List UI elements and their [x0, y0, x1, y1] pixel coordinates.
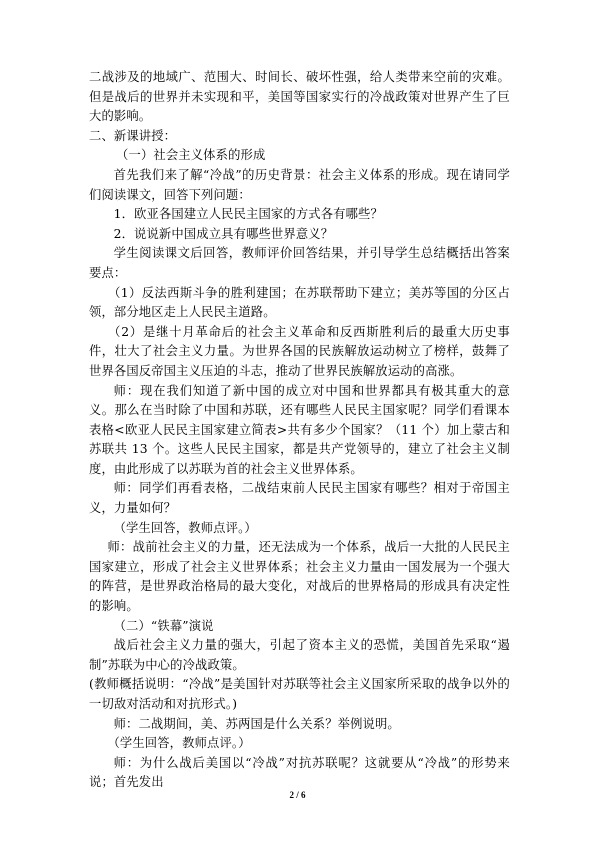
paragraph-teacher-summary: (教师概括说明：“冷战”是美国针对苏联等社会主义国家所采取的战争以外的一切敌对活动和对抗形式。): [89, 677, 510, 711]
body-text: [89, 68, 510, 793]
paragraph-cold-war-policy: 战后社会主义力量的强大，引起了资本主义的恐慌，美国首先采取“遏制”苏联为中心的冷战政策。: [89, 638, 510, 672]
question-2: 2．说说新中国成立具有哪些世界意义？: [113, 226, 334, 241]
paragraph-instructions: 学生阅读课文后回答，教师评价回答结果，并引导学生总结概括出答案要点：: [89, 246, 510, 280]
paragraph-intro: 二战涉及的地域广、范围大、时间长、破坏性强，给人类带来空前的灾难。但是战后的世界并未实现和平，美国等国家实行的冷战政策对世界产生了巨大的影响。: [89, 70, 510, 124]
paragraph-background: 首先我们来了解“冷战”的历史背景：社会主义体系的形成。现在请同学们阅读课文，回答下列问题：: [89, 167, 510, 202]
paragraph-student-answer-2: （学生回答，教师点评。）: [107, 736, 251, 751]
paragraph-teacher-3: 师：战前社会主义的力量，还无法成为一个体系，战后一大批的人民民主国家建立，形成了社会主义世界体系；社会主义力量由一国发展为一个强大的阵营，是世界政治格局的最大变化，对战后的世界格局的形成具有决定性的影响。: [89, 540, 510, 614]
subsection-heading-1: （一）社会主义体系的形成: [116, 148, 266, 163]
paragraph-student-answer-1: （学生回答，教师点评。）: [113, 520, 257, 535]
paragraph-teacher-4: 师：二战期间，美、苏两国是什么关系？举例说明。: [113, 716, 400, 731]
paragraph-teacher-5: 师：为什么战后美国以“冷战”对抗苏联呢？这就要从“冷战”的形势来说；首先发出: [89, 755, 510, 790]
subsection-heading-2: （二）“铁幕”演说: [113, 618, 214, 633]
paragraph-teacher-2: 师：同学们再看表格，二战结束前人民民主国家有哪些？相对于帝国主义，力量如何？: [89, 481, 510, 516]
answer-2: （2）是继十月革命后的社会主义革命和反西斯胜利后的最重大历史事件，壮大了社会主义力量。为世界各国的民族解放运动树立了榜样，鼓舞了世界各国反帝国主义压迫的斗志，推动了世界民族解放运动的高涨。: [89, 324, 510, 378]
section-heading-new-lesson: 二、新课讲授：: [89, 128, 177, 143]
question-1: 1．欧亚各国建立人民民主国家的方式各有哪些？: [113, 207, 383, 222]
answer-1: （1）反法西斯斗争的胜利建国；在苏联帮助下建立；美苏等国的分区占领，部分地区走上人民民主道路。: [89, 285, 510, 320]
paragraph-teacher-1: 师：现在我们知道了新中国的成立对中国和世界都具有极其重大的意义。那么在当时除了中国和苏联，还有哪些人民民主国家呢？同学们看课本表格<欧亚人民民主国家建立简表>共有多少个国家？（11 个）加上蒙古和苏联共 13 个。这些人民民主国家，都是共产党领导的，建立了社会主义制度，由此形成了以苏联为首的社会主义世界体系。: [89, 383, 510, 476]
page-number: 2 / 6: [289, 790, 306, 800]
